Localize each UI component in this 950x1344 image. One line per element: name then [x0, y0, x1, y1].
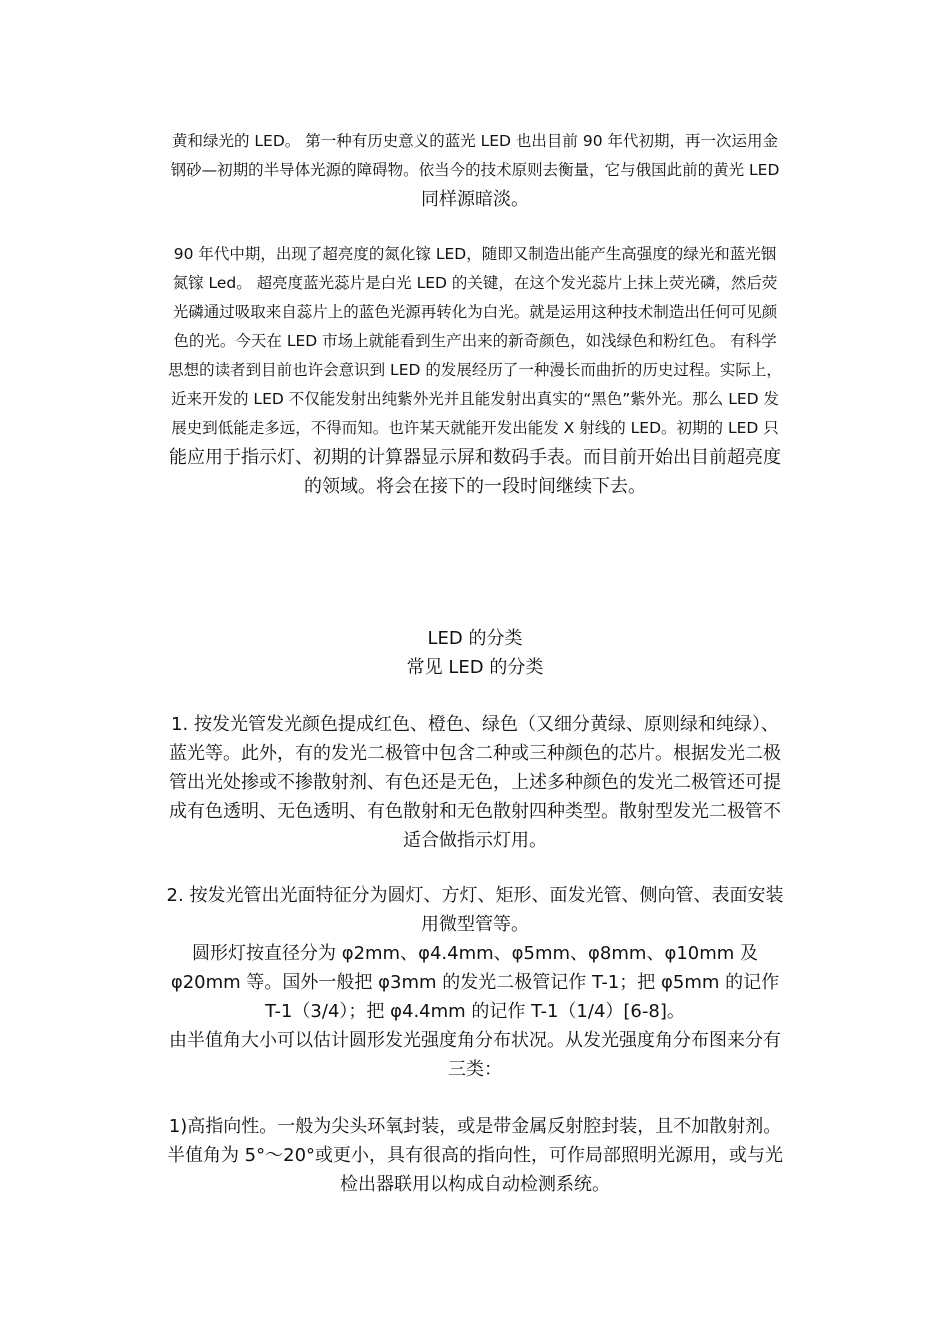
- page-title: LED 的分类: [427, 628, 523, 649]
- text-line: 管出光处掺或不掺散射剂、有色还是无色，上述多种颜色的发光二极管还可提: [169, 772, 781, 793]
- text-line: 钢砂—初期的半导体光源的障碍物。依当今的技术原则去衡量，它与俄国此前的黄光 LED: [170, 161, 780, 179]
- text-line: 成有色透明、无色透明、有色散射和无色散射四种类型。散射型发光二极管不: [169, 801, 781, 822]
- text-line: 黄和绿光的 LED。 第一种有历史意义的蓝光 LED 也出目前 90 年代初期，再一次运用金: [171, 132, 779, 150]
- text-line: 2. 按发光管出光面特征分为圆灯、方灯、矩形、面发光管、侧向管、表面安装: [166, 885, 784, 906]
- text-line: 的领域。将会在接下的一段时间继续下去。: [304, 476, 646, 497]
- text-line: 蓝光等。此外，有的发光二极管中包含二种或三种颜色的芯片。根据发光二极: [169, 743, 781, 764]
- text-line: 色的光。今天在 LED 市场上就能看到生产出来的新奇颜色，如浅绿色和粉红色。 有科学: [173, 332, 777, 350]
- text-line: 能应用于指示灯、初期的计算器显示屏和数码手表。而目前开始出目前超亮度: [169, 447, 781, 468]
- text-line: 适合做指示灯用。: [403, 830, 547, 851]
- text-line: 圆形灯按直径分为 φ2mm、φ4.4mm、φ5mm、φ8mm、φ10mm 及: [191, 943, 759, 964]
- text-line: 用微型管等。: [421, 914, 529, 935]
- text-line: 展史到低能走多远，不得而知。也许某天就能开发出能发 X 射线的 LED。初期的 LED 只: [171, 419, 779, 437]
- section-headings: [140, 624, 810, 682]
- text-line: 1)高指向性。一般为尖头环氧封装，或是带金属反射腔封装，且不加散射剂。: [168, 1116, 782, 1137]
- paragraph-led-development: [140, 240, 810, 501]
- text-line: φ20mm 等。国外一般把 φ3mm 的发光二极管记作 T-1；把 φ5mm 的记作: [170, 972, 780, 993]
- text-line: 同样源暗淡。: [421, 189, 529, 210]
- text-line: 氮镓 Led。 超亮度蓝光蕊片是白光 LED 的关键，在这个发光蕊片上抹上荧光磷，然后荧: [172, 274, 778, 292]
- text-line: 由半值角大小可以估计圆形发光强度角分布状况。从发光强度角分布图来分有: [169, 1030, 781, 1051]
- text-line: 1. 按发光管发光颜色提成红色、橙色、绿色（又细分黄绿、原则绿和纯绿）、: [171, 714, 779, 735]
- section-by-color: [140, 710, 810, 855]
- text-line: 三类：: [448, 1059, 502, 1080]
- page-subtitle: 常见 LED 的分类: [406, 657, 544, 678]
- text-line: 近来开发的 LED 不仅能发射出纯紫外光并且能发射出真实的“黑色”紫外光。那么 LED 发: [171, 390, 779, 408]
- text-line: 思想的读者到目前也许会意识到 LED 的发展经历了一种漫长而曲折的历史过程。实际上，: [168, 361, 782, 379]
- text-line: 半值角为 5°～20°或更小，具有很高的指向性，可作局部照明光源用，或与光: [166, 1145, 784, 1166]
- text-line: 90 年代中期，出现了超亮度的氮化镓 LED，随即又制造出能产生高强度的绿光和蓝光铟: [173, 245, 777, 263]
- section-by-shape: [140, 881, 810, 1084]
- text-line: 检出器联用以构成自动检测系统。: [340, 1174, 610, 1195]
- paragraph-led-history: [140, 127, 810, 214]
- text-line: 光磷通过吸取来自蕊片上的蓝色光源再转化为白光。就是运用这种技术制造出任何可见颜: [172, 303, 778, 321]
- section-high-directivity: [140, 1112, 810, 1199]
- text-line: T-1（3/4）；把 φ4.4mm 的记作 T-1（1/4）[6-8]。: [265, 1001, 685, 1022]
